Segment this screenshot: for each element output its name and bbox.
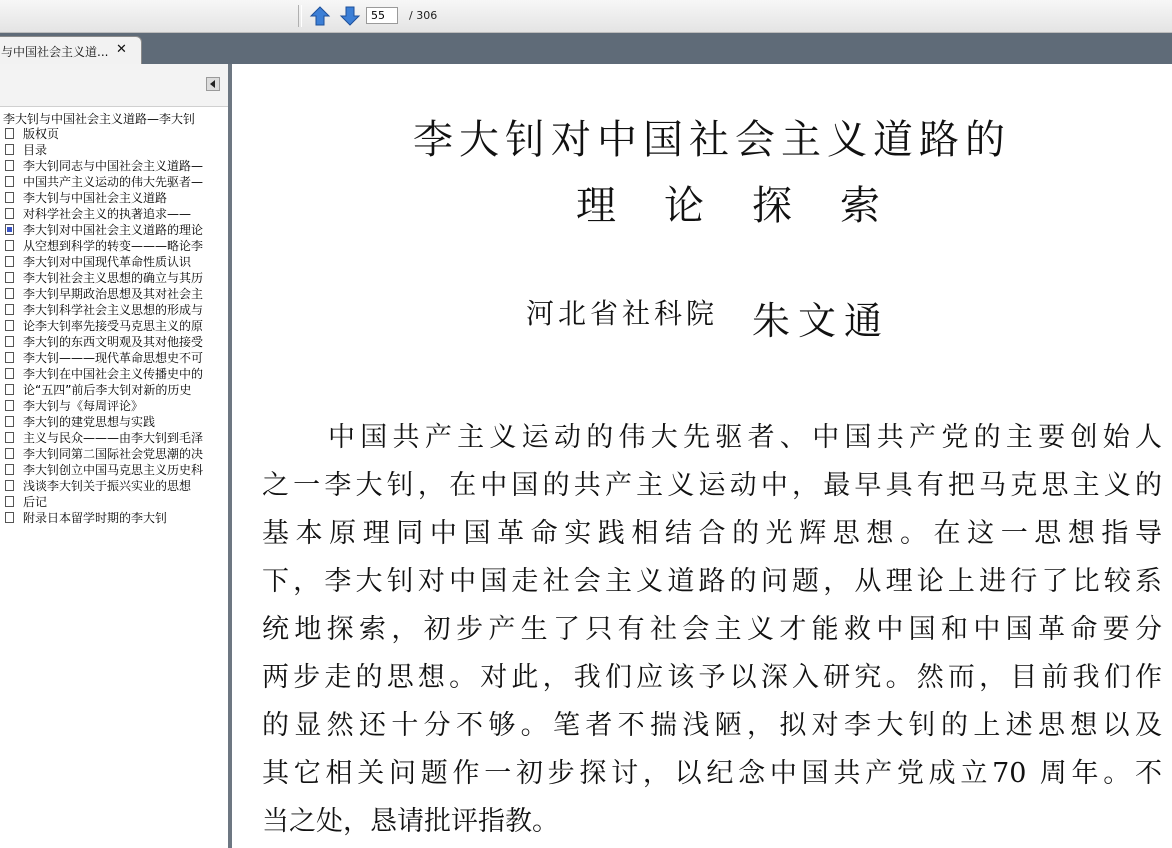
- bookmark-label: 对科学社会主义的执著追求——: [23, 207, 192, 221]
- bookmark-label: 主义与民众———由李大钊到毛泽: [23, 431, 204, 445]
- page-icon: [5, 256, 14, 267]
- text-line: 之一李大钊，在中国的共产主义运动中，最早具有把马克思主义的: [262, 470, 1162, 501]
- text-line: 其它相关问题作一初步探讨，以纪念中国共产党成立70 周年。不: [262, 758, 1162, 789]
- text-line: 中国共产主义运动的伟大先驱者、中国共产党的主要创始人: [328, 422, 1162, 453]
- text-line: 的显然还十分不够。笔者不揣浅陋，拟对李大钊的上述思想以及: [262, 710, 1162, 741]
- bookmark-label: 李大钊的建党思想与实践: [23, 415, 156, 429]
- page-icon: [5, 336, 14, 347]
- page-icon: [5, 464, 14, 475]
- page-icon: [5, 512, 14, 523]
- bookmark-label: 李大钊与《每周评论》: [23, 399, 144, 413]
- bookmark-label: 论李大钊率先接受马克思主义的原: [23, 319, 204, 333]
- bookmark-item[interactable]: [5, 126, 203, 142]
- author-name: 朱文通: [752, 299, 891, 343]
- page-icon: [5, 416, 14, 427]
- page-icon: [5, 176, 14, 187]
- bookmark-label: 李大钊的东西文明观及其对他接受: [23, 335, 204, 349]
- page-icon: [5, 240, 14, 251]
- page-icon: [5, 192, 14, 203]
- bookmark-item[interactable]: [5, 366, 203, 382]
- page-icon: [5, 384, 14, 395]
- bookmark-label: 附录日本留学时期的李大钊: [23, 511, 168, 525]
- bookmark-item[interactable]: [5, 238, 203, 254]
- bookmark-item[interactable]: [5, 206, 203, 222]
- page-total-label: / 306: [409, 9, 438, 22]
- text-line: 基本原理同中国革命实践相结合的光辉思想。在这一思想指导: [262, 518, 1162, 549]
- bookmark-item[interactable]: [5, 382, 203, 398]
- bookmark-label: 李大钊科学社会主义思想的形成与: [23, 303, 204, 317]
- page-icon: [5, 288, 14, 299]
- page-icon: [5, 224, 14, 235]
- bookmark-item[interactable]: [5, 462, 203, 478]
- bookmark-label: 李大钊同志与中国社会主义道路—: [23, 159, 204, 173]
- page-number-input[interactable]: [366, 7, 398, 24]
- page-icon: [5, 496, 14, 507]
- bookmark-list: [5, 126, 203, 526]
- bookmark-label: 李大钊对中国社会主义道路的理论: [23, 223, 204, 237]
- bookmark-label: 浅谈李大钊关于振兴实业的思想: [23, 479, 192, 493]
- page-icon: [5, 400, 14, 411]
- toolbar: [0, 0, 1172, 33]
- bookmark-item[interactable]: [5, 478, 203, 494]
- bookmark-item[interactable]: [5, 270, 203, 286]
- page-icon: [5, 160, 14, 171]
- page-icon: [5, 480, 14, 491]
- bookmark-label: 目录: [23, 143, 48, 157]
- bookmark-item[interactable]: [5, 334, 203, 350]
- toolbar-separator: [298, 5, 302, 27]
- bookmark-label: 李大钊社会主义思想的确立与其历: [23, 271, 204, 285]
- bookmark-item[interactable]: [5, 254, 203, 270]
- bookmark-item[interactable]: [5, 190, 203, 206]
- bookmark-item[interactable]: [5, 302, 203, 318]
- bookmark-item[interactable]: [5, 510, 203, 526]
- bookmark-item[interactable]: [5, 350, 203, 366]
- bookmarks-panel: [0, 64, 228, 848]
- text-line: 下，李大钊对中国走社会主义道路的问题，从理论上进行了比较系: [262, 566, 1162, 597]
- bookmark-label: 李大钊对中国现代革命性质认识: [23, 255, 192, 269]
- next-page-button[interactable]: [339, 5, 361, 27]
- bookmark-item[interactable]: [5, 318, 203, 334]
- page-icon: [5, 208, 14, 219]
- collapse-panel-icon[interactable]: [206, 77, 220, 91]
- bookmark-item[interactable]: [5, 430, 203, 446]
- page-icon: [5, 272, 14, 283]
- bookmark-label: 版权页: [23, 127, 60, 141]
- arrow-down-icon: [339, 5, 361, 27]
- page-icon: [5, 432, 14, 443]
- document-page: [232, 64, 1172, 848]
- chapter-title-line2: 理论探索: [576, 183, 928, 229]
- bookmark-item[interactable]: [5, 222, 203, 238]
- bookmark-item[interactable]: [5, 446, 203, 462]
- bookmark-label: 从空想到科学的转变———略论李: [23, 239, 204, 253]
- bookmark-label: 论“五四”前后李大钊对新的历史: [23, 383, 192, 397]
- bookmark-label: 李大钊与中国社会主义道路: [23, 191, 168, 205]
- page-icon: [5, 448, 14, 459]
- bookmark-item[interactable]: [5, 286, 203, 302]
- arrow-up-icon: [309, 5, 331, 27]
- page-icon: [5, 320, 14, 331]
- text-line: 两步走的思想。对此，我们应该予以深入研究。然而，目前我们作: [262, 662, 1162, 693]
- text-line: 统地探索，初步产生了只有社会主义才能救中国和中国革命要分: [262, 614, 1162, 645]
- page-icon: [5, 128, 14, 139]
- previous-page-button[interactable]: [309, 5, 331, 27]
- tab-strip: [0, 33, 1172, 64]
- bookmark-label: 李大钊———现代革命思想史不可: [23, 351, 204, 365]
- bookmark-label: 后记: [23, 495, 48, 509]
- page-icon: [5, 368, 14, 379]
- bookmark-label: 李大钊在中国社会主义传播史中的: [23, 367, 204, 381]
- close-icon[interactable]: ✕: [116, 42, 127, 57]
- page-icon: [5, 352, 14, 363]
- document-tab[interactable]: [0, 36, 142, 65]
- bookmark-item[interactable]: [5, 158, 203, 174]
- bookmark-item[interactable]: [5, 414, 203, 430]
- page-icon: [5, 144, 14, 155]
- chapter-title-line1: 李大钊对中国社会主义道路的: [413, 117, 1011, 163]
- bookmark-label: 李大钊创立中国马克思主义历史科: [23, 463, 204, 477]
- bookmark-label: 中国共产主义运动的伟大先驱者—: [23, 175, 204, 189]
- page-icon: [5, 304, 14, 315]
- bookmark-item[interactable]: [5, 174, 203, 190]
- bookmark-label: 李大钊早期政治思想及其对社会主: [23, 287, 204, 301]
- bookmark-label: 李大钊同第二国际社会党思潮的决: [23, 447, 204, 461]
- author-affiliation: 河北省社科院: [526, 297, 719, 330]
- bookmarks-header: [0, 64, 228, 107]
- bookmark-item[interactable]: [5, 142, 203, 158]
- bookmark-item[interactable]: [5, 494, 203, 510]
- tab-label: 与中国社会主义道...: [1, 45, 109, 59]
- bookmark-item[interactable]: [5, 398, 203, 414]
- text-line: 当之处，恳请批评指教。: [262, 806, 559, 837]
- bookmark-root[interactable]: 李大钊与中国社会主义道路—李大钊: [3, 112, 196, 126]
- body-paragraph: [262, 418, 1162, 848]
